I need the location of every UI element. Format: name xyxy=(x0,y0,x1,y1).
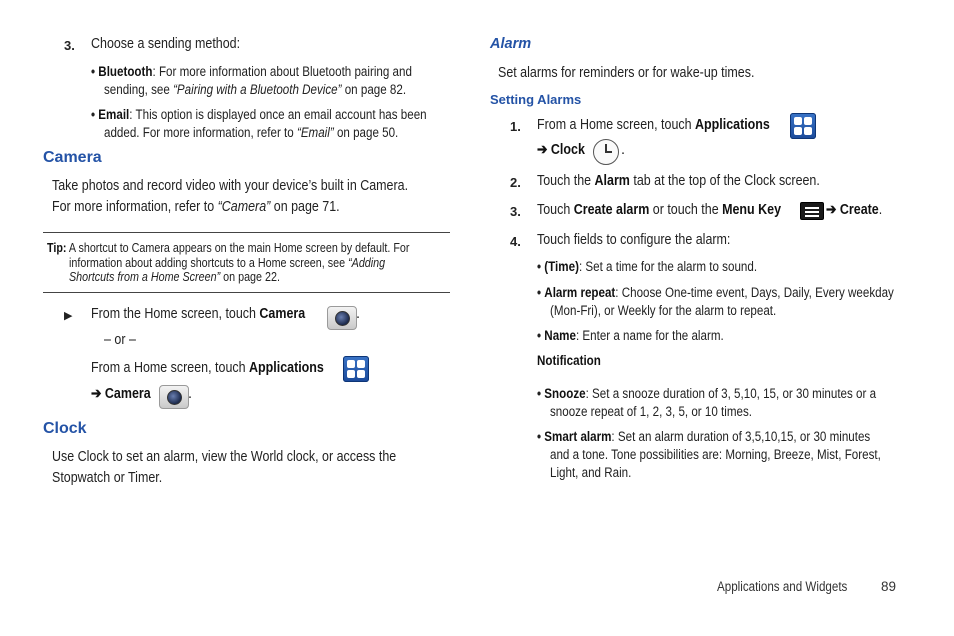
cross-reference-link[interactable]: Shortcuts from a Home Screen” xyxy=(69,270,221,284)
or-separator: – or – xyxy=(104,332,136,348)
bullet-label: Snooze xyxy=(544,386,586,401)
footer-section-title: Applications and Widgets xyxy=(717,579,848,594)
step-arrow-icon: ▶ xyxy=(64,310,73,322)
text: information about adding shortcuts to a Home screen, see xyxy=(69,256,349,270)
ui-term: Camera xyxy=(259,306,306,322)
bullet-label: Name xyxy=(544,328,576,343)
tip-top-rule xyxy=(43,232,450,233)
text: Touch xyxy=(537,202,574,218)
step2-text xyxy=(537,171,820,192)
tip-line2 xyxy=(69,256,385,271)
tip-bottom-rule xyxy=(43,292,450,293)
bullet-text: : Set an alarm duration of 3,5,10,15, or 30 minutes xyxy=(611,429,871,444)
text: tab at the top of the Clock screen. xyxy=(629,173,820,189)
text: or touch the xyxy=(649,202,723,218)
ui-term: Clock xyxy=(550,142,585,158)
arrow: ➔ xyxy=(826,202,840,218)
bullet-mark: • xyxy=(91,107,96,122)
bullet-time xyxy=(537,258,757,276)
step-number: 3. xyxy=(64,38,75,53)
bullet-snooze xyxy=(537,385,876,403)
text: Touch the xyxy=(537,173,595,189)
bullet-smart-alarm-line2: and a tone. Tone possibilities are: Morning, Breeze, Mist, Forest, xyxy=(550,447,881,462)
bullet-text: : Set a snooze duration of 3, 5,10, 15, or 30 minutes or a xyxy=(585,386,877,401)
clock-paragraph-line1: Use Clock to set an alarm, view the World clock, or access the xyxy=(52,449,397,465)
ui-term: Create alarm xyxy=(573,202,650,218)
cross-reference-link[interactable]: “Pairing with a Bluetooth Device” xyxy=(173,82,342,97)
camera-icon xyxy=(159,385,189,409)
bullet-text: : Set a time for the alarm to sound. xyxy=(578,259,758,274)
page-number: 89 xyxy=(881,579,897,594)
section-heading-alarm: Alarm xyxy=(490,36,532,52)
step4-text: Touch fields to configure the alarm: xyxy=(537,232,731,248)
punct: . xyxy=(188,386,193,402)
subheading-setting-alarms: Setting Alarms xyxy=(490,92,582,107)
bullet-snooze-line2: snooze repeat of 1, 2, 3, 5, or 10 times. xyxy=(550,404,753,419)
bullet-text: : For more information about Bluetooth pairing and xyxy=(152,64,412,79)
bullet-mark: • xyxy=(537,328,542,343)
arrow: ➔ xyxy=(537,142,551,158)
punct: . xyxy=(356,306,361,322)
ui-term: Menu Key xyxy=(722,202,782,218)
bullet-alarm-repeat xyxy=(537,284,894,302)
camera-icon xyxy=(327,306,357,330)
bullet-smart-alarm-line3: Light, and Rain. xyxy=(550,465,632,480)
text: on page 22. xyxy=(220,270,280,284)
menu-key-icon xyxy=(800,202,824,220)
ui-term: Create xyxy=(839,202,879,218)
bullet-text: : This option is displayed once an email account has been xyxy=(129,107,427,122)
camera-alt-step-text xyxy=(91,358,324,379)
step-text: Choose a sending method: xyxy=(91,36,241,52)
text: on page 82. xyxy=(341,82,407,97)
bullet-label: (Time) xyxy=(544,259,579,274)
clock-paragraph-line2: Stopwatch or Timer. xyxy=(52,470,163,486)
step-number: 2. xyxy=(510,175,521,190)
text: A shortcut to Camera appears on the main Home screen by default. For xyxy=(66,241,410,255)
bullet-mark: • xyxy=(537,259,542,274)
bullet-email-line2 xyxy=(104,124,398,142)
step3-tail xyxy=(826,200,882,221)
text: For more information, refer to xyxy=(52,199,218,215)
section-heading-clock: Clock xyxy=(43,420,87,437)
arrow: ➔ xyxy=(91,386,105,402)
bullet-bluetooth xyxy=(91,63,412,81)
bullet-text: : Choose One-time event, Days, Daily, Every weekday xyxy=(615,285,894,300)
bullet-email xyxy=(91,106,427,124)
cross-reference-link[interactable]: “Adding xyxy=(348,256,386,270)
text: added. For more information, refer to xyxy=(104,125,297,140)
bullet-mark: • xyxy=(537,429,542,444)
text: From the Home screen, touch xyxy=(91,306,260,322)
step-number: 1. xyxy=(510,119,521,134)
cross-reference-link[interactable]: “Email” xyxy=(296,125,334,140)
tip-label: Tip: xyxy=(47,241,67,255)
step1-text xyxy=(537,115,770,136)
camera-step-text xyxy=(91,304,305,325)
bullet-bluetooth-line2 xyxy=(104,81,406,99)
camera-paragraph-line1: Take photos and record video with your device’s built in Camera. xyxy=(52,178,409,194)
bullet-label: Alarm repeat xyxy=(544,285,616,300)
tip-line1 xyxy=(47,241,410,256)
text: sending, see xyxy=(104,82,174,97)
applications-icon xyxy=(343,356,369,382)
punct: . xyxy=(621,142,626,158)
bullet-name xyxy=(537,327,724,345)
step-number: 3. xyxy=(510,204,521,219)
notification-label: Notification xyxy=(537,353,601,368)
cross-reference-link[interactable]: “Camera” xyxy=(217,199,271,215)
step3-text xyxy=(537,200,781,221)
step1-line2 xyxy=(537,140,585,161)
alarm-paragraph: Set alarms for reminders or for wake-up times. xyxy=(498,65,755,81)
tip-line3 xyxy=(69,270,280,285)
ui-term: Camera xyxy=(104,386,151,402)
section-heading-camera: Camera xyxy=(43,149,102,166)
text: . xyxy=(878,202,883,218)
bullet-label: Email xyxy=(98,107,130,122)
bullet-mark: • xyxy=(91,64,96,79)
bullet-mark: • xyxy=(537,386,542,401)
camera-alt-step-line2 xyxy=(91,384,151,405)
ui-term: Alarm xyxy=(594,173,630,189)
ui-term: Applications xyxy=(249,360,324,376)
text: on page 50. xyxy=(333,125,399,140)
text: From a Home screen, touch xyxy=(537,117,696,133)
bullet-text: : Enter a name for the alarm. xyxy=(575,328,724,343)
ui-term: Applications xyxy=(695,117,770,133)
text: From a Home screen, touch xyxy=(91,360,250,376)
clock-icon xyxy=(593,139,619,165)
bullet-label: Bluetooth xyxy=(98,64,153,79)
bullet-mark: • xyxy=(537,285,542,300)
bullet-smart-alarm xyxy=(537,428,870,446)
text: on page 71. xyxy=(270,199,340,215)
applications-icon xyxy=(790,113,816,139)
step-number: 4. xyxy=(510,234,521,249)
camera-paragraph-line2 xyxy=(52,197,340,218)
bullet-alarm-repeat-line2: (Mon-Fri), or Weekly for the alarm to repeat. xyxy=(550,303,777,318)
bullet-label: Smart alarm xyxy=(544,429,612,444)
